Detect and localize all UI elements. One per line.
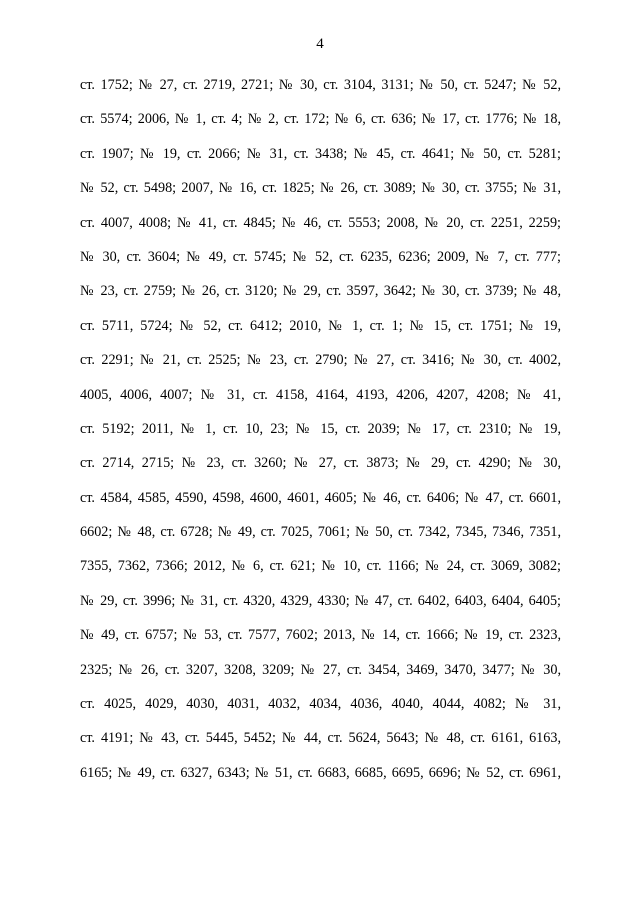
text-line: 6602; № 48, ст. 6728; № 49, ст. 7025, 7061; № 50, ст. 7342, 7345, 7346, 7351, bbox=[80, 524, 561, 541]
text-line: 6165; № 49, ст. 6327, 6343; № 51, ст. 6683, 6685, 6695, 6696; № 52, ст. 6961, bbox=[80, 764, 561, 781]
text-line: ст. 4025, 4029, 4030, 4031, 4032, 4034, 4036, 4040, 4044, 4082; № 31, bbox=[80, 696, 561, 713]
page-number: 4 bbox=[316, 36, 324, 52]
text-line: № 49, ст. 6757; № 53, ст. 7577, 7602; 2013, № 14, ст. 1666; № 19, ст. 2323, bbox=[80, 627, 561, 644]
text-line: ст. 2291; № 21, ст. 2525; № 23, ст. 2790; № 27, ст. 3416; № 30, ст. 4002, bbox=[80, 352, 561, 369]
text-line: ст. 1752; № 27, ст. 2719, 2721; № 30, ст. 3104, 3131; № 50, ст. 5247; № 52, bbox=[80, 77, 561, 93]
text-line: ст. 5711, 5724; № 52, ст. 6412; 2010, № 1, ст. 1; № 15, ст. 1751; № 19, bbox=[80, 317, 561, 334]
text-line: № 29, ст. 3996; № 31, ст. 4320, 4329, 4330; № 47, ст. 6402, 6403, 6404, 6405; bbox=[80, 592, 561, 609]
text-line: ст. 1907; № 19, ст. 2066; № 31, ст. 3438; № 45, ст. 4641; № 50, ст. 5281; bbox=[80, 145, 561, 162]
text-line: ст. 2714, 2715; № 23, ст. 3260; № 27, ст. 3873; № 29, ст. 4290; № 30, bbox=[80, 455, 561, 472]
text-line: ст. 4007, 4008; № 41, ст. 4845; № 46, ст. 5553; 2008, № 20, ст. 2251, 2259; bbox=[80, 214, 561, 231]
text-line: № 52, ст. 5498; 2007, № 16, ст. 1825; № 26, ст. 3089; № 30, ст. 3755; № 31, bbox=[80, 180, 561, 197]
text-line: № 30, ст. 3604; № 49, ст. 5745; № 52, ст. 6235, 6236; 2009, № 7, ст. 777; bbox=[80, 248, 561, 265]
text-line: № 23, ст. 2759; № 26, ст. 3120; № 29, ст. 3597, 3642; № 30, ст. 3739; № 48, bbox=[80, 283, 561, 300]
body-text bbox=[80, 68, 561, 790]
text-line: ст. 5574; 2006, № 1, ст. 4; № 2, ст. 172; № 6, ст. 636; № 17, ст. 1776; № 18, bbox=[80, 111, 561, 128]
text-line: ст. 4584, 4585, 4590, 4598, 4600, 4601, 4605; № 46, ст. 6406; № 47, ст. 6601, bbox=[80, 489, 561, 506]
text-line: ст. 5192; 2011, № 1, ст. 10, 23; № 15, ст. 2039; № 17, ст. 2310; № 19, bbox=[80, 420, 561, 437]
text-line: 2325; № 26, ст. 3207, 3208, 3209; № 27, ст. 3454, 3469, 3470, 3477; № 30, bbox=[80, 661, 561, 678]
text-line: 7355, 7362, 7366; 2012, № 6, ст. 621; № 10, ст. 1166; № 24, ст. 3069, 3082; bbox=[80, 558, 561, 575]
text-line: 4005, 4006, 4007; № 31, ст. 4158, 4164, 4193, 4206, 4207, 4208; № 41, bbox=[80, 386, 561, 403]
text-line: ст. 4191; № 43, ст. 5445, 5452; № 44, ст. 5624, 5643; № 48, ст. 6161, 6163, bbox=[80, 730, 561, 747]
